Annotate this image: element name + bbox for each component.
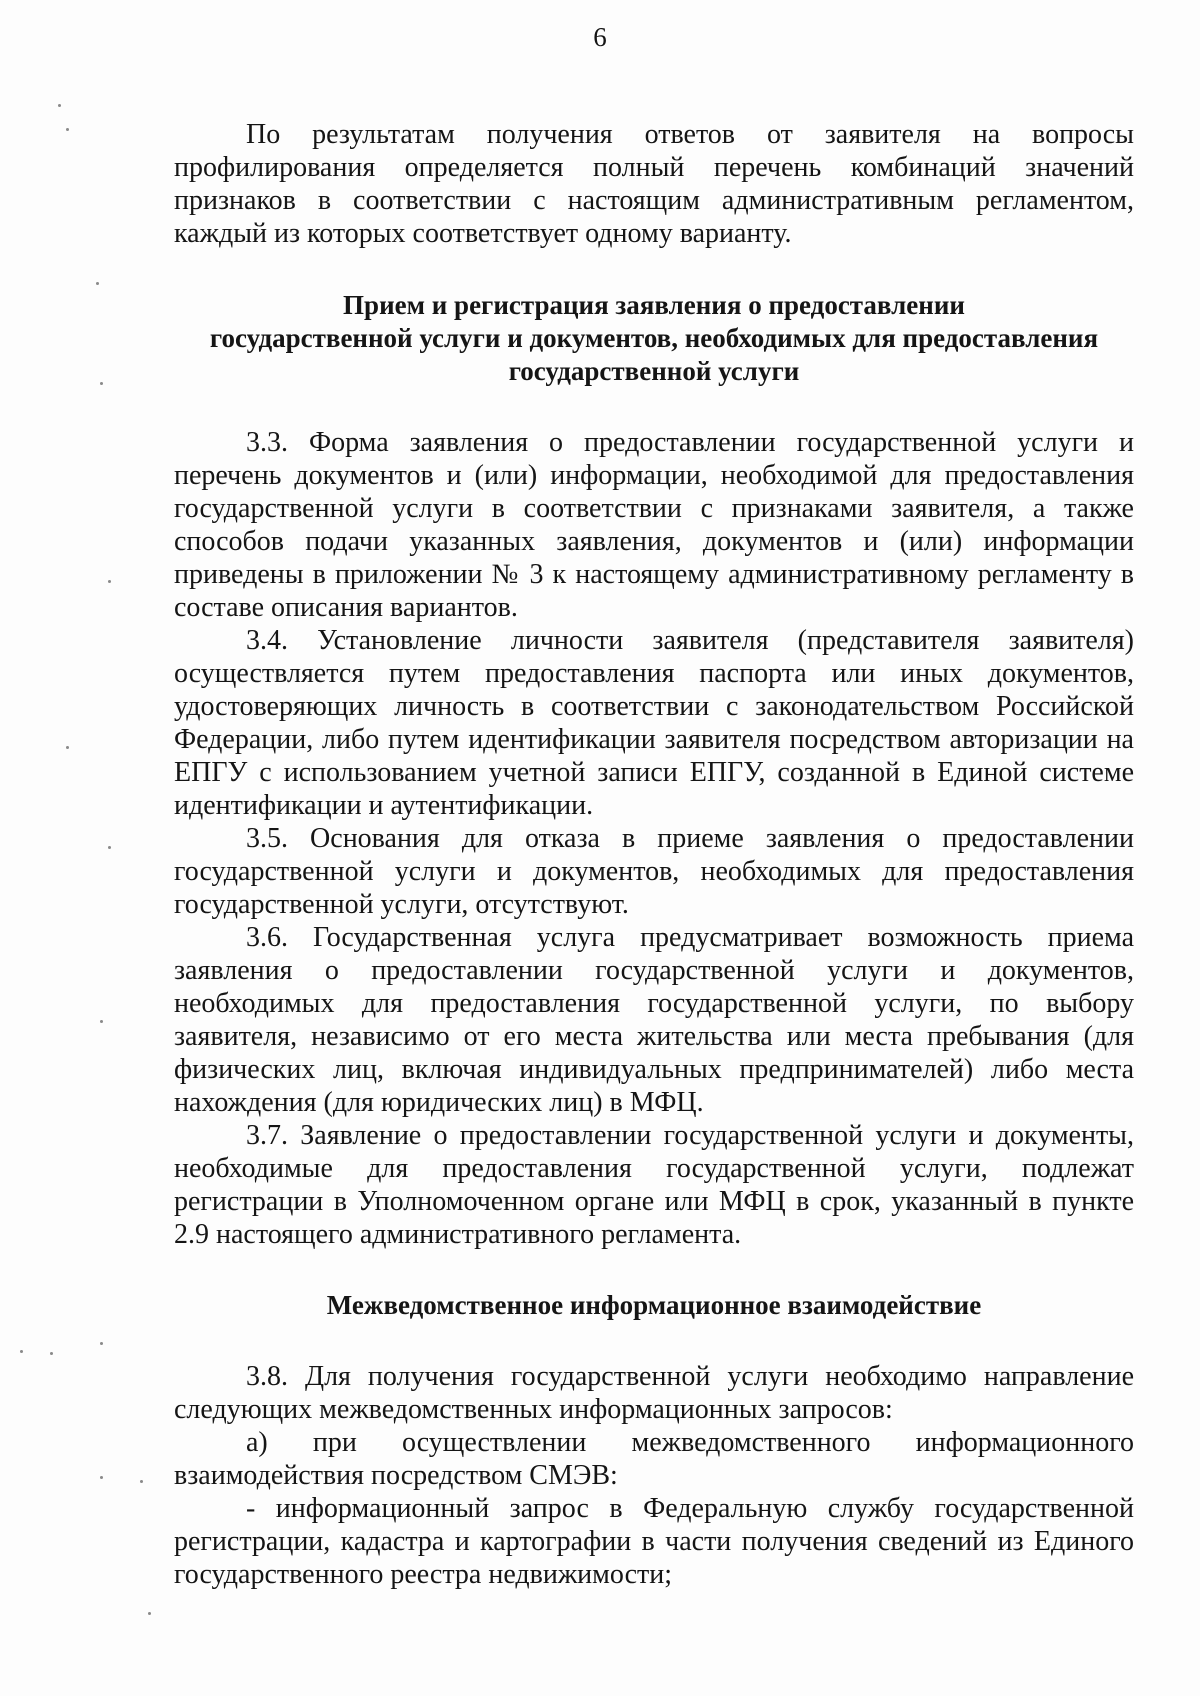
paragraph-intro: По результатам получения ответов от заявителя на вопросы профилирования определяется полный перечень комбинаций значений признаков в соответствии с настоящим административным регламентом, каждый из которых соответствует одному варианту. [174, 119, 1134, 249]
section-heading-reception [174, 289, 1134, 388]
paragraph-3-8-a-item: - информационный запрос в Федеральную службу государственной регистрации, кадастра и картографии в части получения сведений из Единого государственного реестра недвижимости; [174, 1493, 1134, 1590]
paragraph-3-8-a: а) при осуществлении межведомственного информационного взаимодействия посредством СМЭВ: [174, 1427, 1134, 1491]
scan-speck [66, 746, 69, 749]
scan-speck [100, 1476, 103, 1479]
scan-speck [148, 1612, 151, 1615]
scan-speck [100, 1342, 103, 1345]
scan-speck [100, 382, 103, 385]
scan-speck [140, 1480, 143, 1483]
scan-speck [20, 1350, 23, 1353]
scan-speck [100, 1020, 103, 1023]
document-body [174, 118, 1134, 1591]
section-heading-reception-line3: государственной услуги [508, 356, 800, 386]
scan-speck [58, 104, 61, 107]
scan-speck [108, 580, 111, 583]
paragraph-3-7: 3.7. Заявление о предоставлении государственной услуги и документы, необходимые для предоставления государственной услуги, подлежат регистрации в Уполномоченном органе или МФЦ в срок, указанный в пункте 2.9 настоящего административного регламента. [174, 1120, 1134, 1250]
section-heading-reception-line1: Прием и регистрация заявления о предоставлении [343, 290, 965, 320]
scan-speck [50, 1352, 53, 1355]
paragraph-3-3: 3.3. Форма заявления о предоставлении государственной услуги и перечень документов и (или) информации, необходимой для предоставления государственной услуги в соответствии с признаками заявителя, а также способов подачи указанных заявления, документов и (или) информации приведены в приложении № 3 к настоящему административному регламенту в составе описания вариантов. [174, 427, 1134, 623]
page-number: 6 [593, 22, 607, 52]
section-heading-reception-line2: государственной услуги и документов, необходимых для предоставления [209, 323, 1099, 353]
scan-speck [96, 282, 99, 285]
paragraph-3-4: 3.4. Установление личности заявителя (представителя заявителя) осуществляется путем предоставления паспорта или иных документов, удостоверяющих личность в соответствии с законодательством Российской Федерации, либо путем идентификации заявителя посредством авторизации на ЕПГУ с использованием учетной записи ЕПГУ, созданной в Единой системе идентификации и аутентификации. [174, 625, 1134, 821]
scan-speck [66, 128, 69, 131]
paragraph-3-6: 3.6. Государственная услуга предусматривает возможность приема заявления о предоставлении государственной услуги и документов, необходимых для предоставления государственной услуги, по выбору заявителя, независимо от его места жительства или места пребывания (для физических лиц, включая индивидуальных предпринимателей) либо места нахождения (для юридических лиц) в МФЦ. [174, 922, 1134, 1118]
scan-speck [108, 846, 111, 849]
paragraph-3-8: 3.8. Для получения государственной услуги необходимо направление следующих межведомственных информационных запросов: [174, 1361, 1134, 1425]
section-heading-interagency: Межведомственное информационное взаимодействие [326, 1290, 982, 1320]
paragraph-3-5: 3.5. Основания для отказа в приеме заявления о предоставлении государственной услуги и документов, необходимых для предоставления государственной услуги, отсутствуют. [174, 823, 1134, 920]
